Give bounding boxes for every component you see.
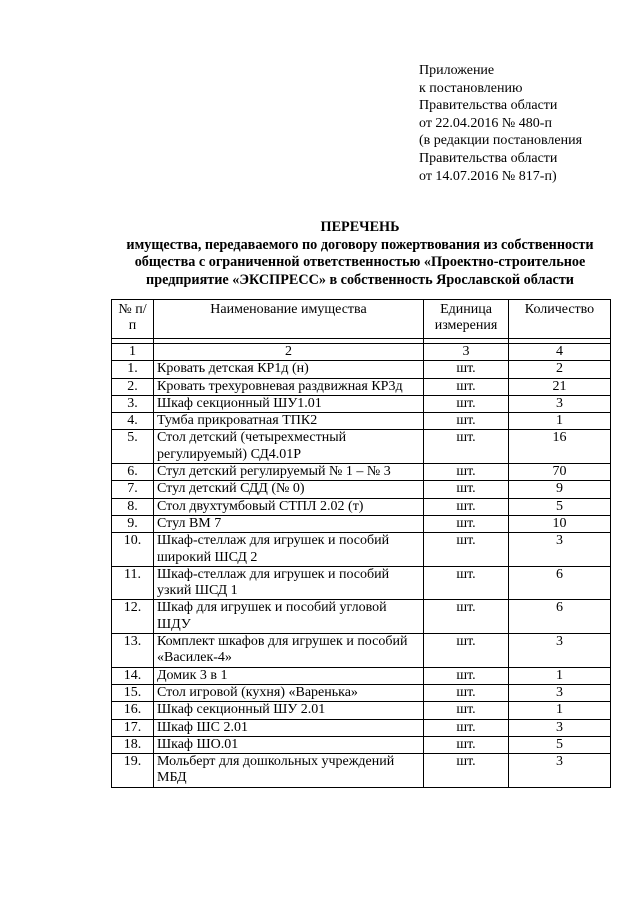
document-title: ПЕРЕЧЕНЬ: [320, 219, 400, 235]
row-number: 11.: [112, 566, 154, 600]
item-unit: шт.: [424, 378, 509, 395]
item-quantity: 21: [509, 378, 611, 395]
property-table: [111, 299, 611, 788]
table-row: [112, 667, 611, 684]
row-number: 14.: [112, 667, 154, 684]
item-name: Шкаф секционный ШУ 2.01: [154, 702, 424, 719]
item-unit: шт.: [424, 361, 509, 378]
item-name: Стул детский регулируемый № 1 – № 3: [154, 464, 424, 481]
table-header-row: [112, 300, 611, 339]
item-name: Кровать детская КР1д (н): [154, 361, 424, 378]
table-row: [112, 378, 611, 395]
item-name: Шкаф ШО.01: [154, 736, 424, 753]
item-unit: шт.: [424, 736, 509, 753]
row-number: 10.: [112, 533, 154, 567]
row-number: 6.: [112, 464, 154, 481]
item-name: Стол детский (четырехместный регулируемый) СД4.01Р: [154, 430, 424, 464]
item-quantity: 1: [509, 667, 611, 684]
table-row: [112, 566, 611, 600]
column-index: 2: [154, 344, 424, 361]
document-subtitle-line: предприятие «ЭКСПРЕСС» в собственность Ярославской области: [146, 271, 574, 288]
item-unit: шт.: [424, 413, 509, 430]
item-name: Кровать трехуровневая раздвижная КР3д: [154, 378, 424, 395]
item-unit: шт.: [424, 719, 509, 736]
item-quantity: 5: [509, 498, 611, 515]
item-unit: шт.: [424, 430, 509, 464]
appendix-line: (в редакции постановления: [419, 133, 583, 149]
item-quantity: 1: [509, 702, 611, 719]
table-row: [112, 464, 611, 481]
row-number: 16.: [112, 702, 154, 719]
item-name: Комплект шкафов для игрушек и пособий «Василек-4»: [154, 634, 424, 668]
item-name: Стул ВМ 7: [154, 515, 424, 532]
item-quantity: 2: [509, 361, 611, 378]
document-heading: [100, 219, 620, 289]
appendix-note: [419, 62, 582, 185]
table-row: [112, 498, 611, 515]
item-quantity: 6: [509, 600, 611, 634]
document-subtitle-line: имущества, передаваемого по договору пожертвования из собственности: [126, 236, 594, 253]
item-unit: шт.: [424, 533, 509, 567]
item-name: Шкаф-стеллаж для игрушек и пособий широкий ШСД 2: [154, 533, 424, 567]
item-name: Стол игровой (кухня) «Варенька»: [154, 684, 424, 701]
item-name: Шкаф для игрушек и пособий угловой ШДУ: [154, 600, 424, 634]
appendix-line: Приложение: [419, 63, 495, 78]
item-name: Стол двухтумбовый СТПЛ 2.02 (т): [154, 498, 424, 515]
table-row: [112, 515, 611, 532]
row-number: 8.: [112, 498, 154, 515]
table-row: [112, 754, 611, 788]
table-row: [112, 634, 611, 668]
item-quantity: 3: [509, 719, 611, 736]
item-unit: шт.: [424, 464, 509, 481]
header-num: № п/п: [112, 300, 154, 339]
appendix-line: Правительства области: [419, 150, 558, 166]
item-unit: шт.: [424, 481, 509, 498]
row-number: 5.: [112, 430, 154, 464]
table-row: [112, 395, 611, 412]
appendix-line: от 14.07.2016 № 817-п): [419, 168, 557, 184]
row-number: 18.: [112, 736, 154, 753]
column-index-row: [112, 344, 611, 361]
item-name: Стул детский СДД (№ 0): [154, 481, 424, 498]
row-number: 19.: [112, 754, 154, 788]
row-number: 1.: [112, 361, 154, 378]
item-quantity: 16: [509, 430, 611, 464]
item-unit: шт.: [424, 702, 509, 719]
item-quantity: 3: [509, 395, 611, 412]
item-quantity: 3: [509, 533, 611, 567]
header-qty: Количество: [509, 300, 611, 339]
column-index: 1: [112, 344, 154, 361]
appendix-line: Правительства области: [419, 98, 558, 114]
table-row: [112, 600, 611, 634]
item-unit: шт.: [424, 667, 509, 684]
item-quantity: 5: [509, 736, 611, 753]
item-quantity: 3: [509, 754, 611, 788]
row-number: 2.: [112, 378, 154, 395]
item-quantity: 1: [509, 413, 611, 430]
item-unit: шт.: [424, 600, 509, 634]
table-row: [112, 719, 611, 736]
table-row: [112, 413, 611, 430]
item-unit: шт.: [424, 515, 509, 532]
row-number: 3.: [112, 395, 154, 412]
column-index: 3: [424, 344, 509, 361]
item-quantity: 3: [509, 634, 611, 668]
table-row: [112, 430, 611, 464]
item-unit: шт.: [424, 566, 509, 600]
item-name: Шкаф-стеллаж для игрушек и пособий узкий ШСД 1: [154, 566, 424, 600]
item-name: Тумба прикроватная ТПК2: [154, 413, 424, 430]
row-number: 12.: [112, 600, 154, 634]
table-row: [112, 361, 611, 378]
item-quantity: 10: [509, 515, 611, 532]
item-quantity: 3: [509, 684, 611, 701]
appendix-line: от 22.04.2016 № 480-п: [419, 115, 552, 131]
item-unit: шт.: [424, 498, 509, 515]
table-row: [112, 684, 611, 701]
item-quantity: 70: [509, 464, 611, 481]
item-unit: шт.: [424, 634, 509, 668]
item-quantity: 9: [509, 481, 611, 498]
item-unit: шт.: [424, 684, 509, 701]
table-row: [112, 736, 611, 753]
document-subtitle-line: общества с ограниченной ответственностью «Проектно-строительное: [134, 254, 586, 270]
item-name: Домик 3 в 1: [154, 667, 424, 684]
item-unit: шт.: [424, 754, 509, 788]
row-number: 7.: [112, 481, 154, 498]
table-row: [112, 702, 611, 719]
item-quantity: 6: [509, 566, 611, 600]
header-name: Наименование имущества: [154, 300, 424, 339]
table-row: [112, 533, 611, 567]
header-unit: Единица измерения: [424, 300, 509, 339]
row-number: 17.: [112, 719, 154, 736]
item-unit: шт.: [424, 395, 509, 412]
table-row: [112, 481, 611, 498]
row-number: 15.: [112, 684, 154, 701]
row-number: 13.: [112, 634, 154, 668]
item-name: Шкаф секционный ШУ1.01: [154, 395, 424, 412]
row-number: 4.: [112, 413, 154, 430]
row-number: 9.: [112, 515, 154, 532]
appendix-line: к постановлению: [419, 80, 523, 96]
item-name: Шкаф ШС 2.01: [154, 719, 424, 736]
item-name: Мольберт для дошкольных учреждений МБД: [154, 754, 424, 788]
column-index: 4: [509, 344, 611, 361]
